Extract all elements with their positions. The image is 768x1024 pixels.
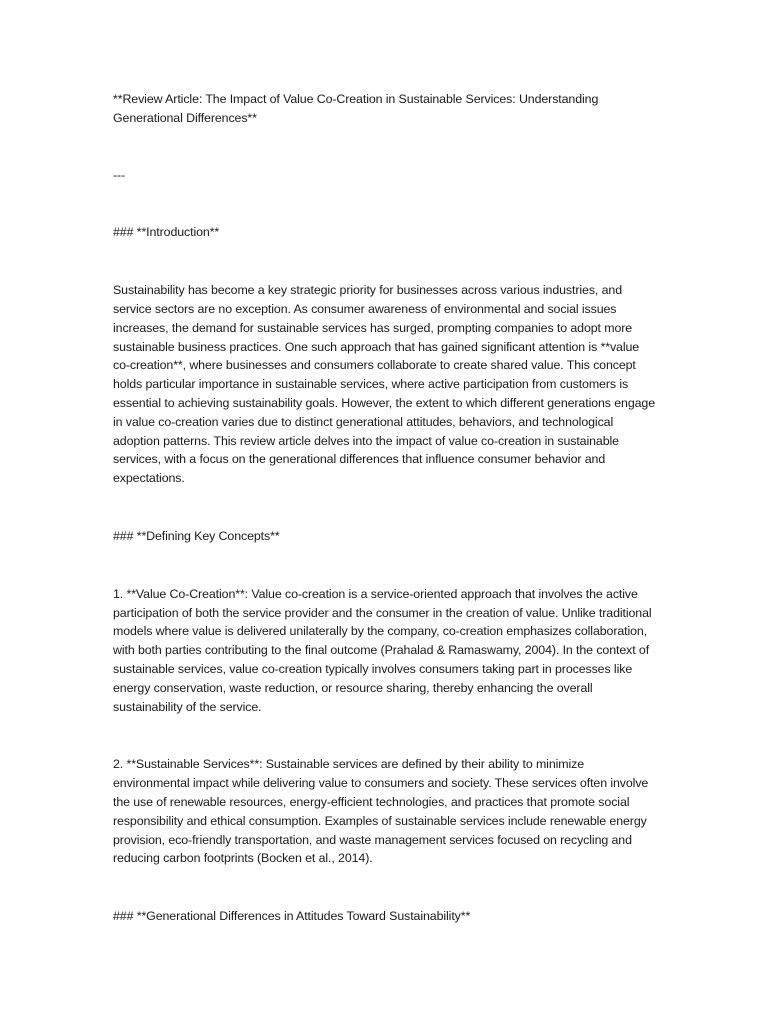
introduction-paragraph: Sustainability has become a key strategic priority for businesses across various industries, and service sectors are no exception. As consumer awareness of environmental and social issues increases, the demand for sustainable services has surged, prompting companies to adopt more sustainable business practices. One such approach that has gained significant attention is **value co-creation**, where businesses and consumers collaborate to create shared value. This concept holds particular importance in sustainable services, where active participation from customers is essential to achieving sustainability goals. However, the extent to which different generations engage in value co-creation varies due to distinct generational attitudes, behaviors, and technological adoption patterns. This review article delves into the impact of value co-creation in sustainable services, with a focus on the generational differences that influence consumer behavior and expectations. (113, 283, 655, 486)
horizontal-rule-marker: --- (113, 167, 126, 182)
introduction-heading: ### **Introduction** (113, 225, 220, 240)
concept-value-co-creation: 1. **Value Co-Creation**: Value co-creation is a service-oriented approach that involves the active participation of both the service provider and the consumer in the creation of value. Unlike traditional models where value is delivered unilaterally by the company, co-creation emphasizes collaboration, with both parties contributing to the final outcome (Prahalad & Ramaswamy, 2004). In the context of sustainable services, value co-creation typically involves consumers taking part in processes like energy conservation, waste reduction, or resource sharing, thereby enhancing the overall sustainability of the service. (113, 586, 652, 714)
article-title: **Review Article: The Impact of Value Co-Creation in Sustainable Services: Understanding Generational Differences** (113, 92, 599, 125)
document-page (113, 90, 658, 926)
key-concepts-heading: ### **Defining Key Concepts** (113, 528, 280, 543)
generational-differences-heading: ### **Generational Differences in Attitudes Toward Sustainability** (113, 909, 471, 924)
concept-sustainable-services: 2. **Sustainable Services**: Sustainable services are defined by their ability to minimize environmental impact while delivering value to consumers and society. These services often involve the use of renewable resources, energy-efficient technologies, and practices that promote social responsibility and ethical consumption. Examples of sustainable services include renewable energy provision, eco-friendly transportation, and waste management services focused on recycling and reducing carbon footprints (Bocken et al., 2014). (113, 757, 649, 866)
